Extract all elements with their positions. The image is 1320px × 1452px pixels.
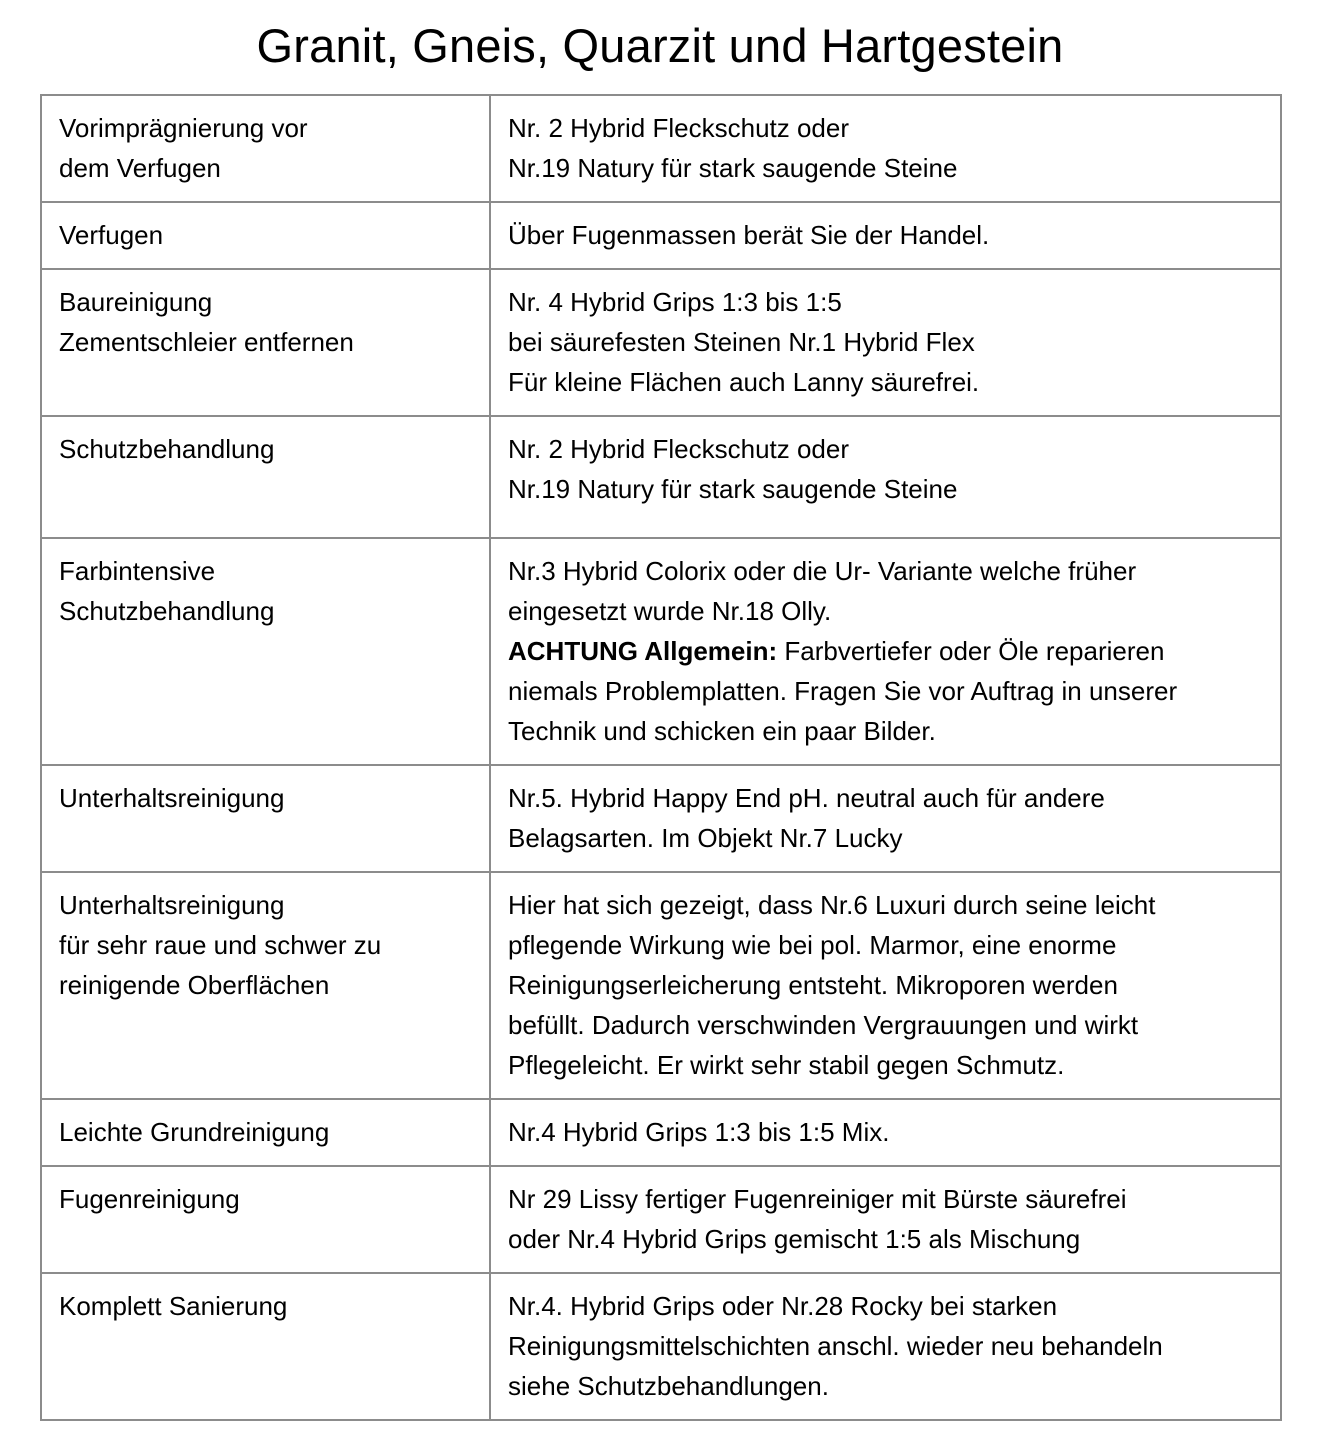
care-table	[40, 94, 1282, 1421]
row-label-line: dem Verfugen	[59, 153, 221, 183]
row-label-line: Unterhaltsreinigung	[59, 783, 285, 813]
row-value-cell	[490, 1099, 1281, 1166]
row-value-line: Nr 29 Lissy fertiger Fugenreiniger mit Bürste säurefrei	[508, 1184, 1127, 1214]
row-value-cell	[490, 1273, 1281, 1420]
table-row	[41, 269, 1281, 416]
row-label-cell	[41, 872, 490, 1099]
table-row	[41, 1273, 1281, 1420]
table-row	[41, 1166, 1281, 1273]
row-label-line: Unterhaltsreinigung	[59, 890, 285, 920]
row-value-line: Nr. 2 Hybrid Fleckschutz oder	[508, 113, 850, 143]
warning-label: ACHTUNG Allgemein:	[508, 636, 778, 666]
row-label-cell	[41, 202, 490, 269]
row-value-line: Nr.4. Hybrid Grips oder Nr.28 Rocky bei starken	[508, 1291, 1058, 1321]
row-value-line: Über Fugenmassen berät Sie der Handel.	[508, 220, 990, 250]
row-value-line: Technik und schicken ein paar Bilder.	[508, 716, 936, 746]
row-value-cell	[490, 269, 1281, 416]
table-row	[41, 765, 1281, 872]
row-value-line: Belagsarten. Im Objekt Nr.7 Lucky	[508, 823, 903, 853]
row-label-line: Vorimprägnierung vor	[59, 113, 308, 143]
row-label-line: Schutzbehandlung	[59, 434, 275, 464]
row-value-line: Nr.19 Natury für stark saugende Steine	[508, 474, 958, 504]
row-value-cell	[490, 95, 1281, 202]
warning-text: Farbvertiefer oder Öle reparieren	[777, 636, 1165, 666]
row-value-line: Reinigungserleicherung entsteht. Mikroporen werden	[508, 970, 1118, 1000]
care-table-container	[40, 94, 1282, 1421]
row-label-line: Fugenreinigung	[59, 1184, 240, 1214]
row-value-line: Hier hat sich gezeigt, dass Nr.6 Luxuri durch seine leicht	[508, 890, 1156, 920]
row-label-line: für sehr raue und schwer zu	[59, 930, 382, 960]
row-value-line: bei säurefesten Steinen Nr.1 Hybrid Flex	[508, 327, 975, 357]
row-label-cell	[41, 538, 490, 765]
row-value-line: Nr.3 Hybrid Colorix oder die Ur- Variante welche früher	[508, 556, 1137, 586]
row-value-line: eingesetzt wurde Nr.18 Olly.	[508, 596, 832, 626]
row-label-cell	[41, 269, 490, 416]
row-label-line: Leichte Grundreinigung	[59, 1117, 330, 1147]
warning-note-line	[508, 631, 1264, 671]
row-label-cell	[41, 765, 490, 872]
row-label-line: Verfugen	[59, 220, 164, 250]
row-value-line: Nr.4 Hybrid Grips 1:3 bis 1:5 Mix.	[508, 1117, 890, 1147]
row-value-line: siehe Schutzbehandlungen.	[508, 1371, 829, 1401]
table-row	[41, 538, 1281, 765]
row-value-line: pflegende Wirkung wie bei pol. Marmor, eine enorme	[508, 930, 1117, 960]
row-value-line: niemals Problemplatten. Fragen Sie vor Auftrag in unserer	[508, 676, 1178, 706]
table-row	[41, 872, 1281, 1099]
row-label-line: Zementschleier entfernen	[59, 327, 354, 357]
row-label-line: Komplett Sanierung	[59, 1291, 288, 1321]
row-value-line: Nr. 2 Hybrid Fleckschutz oder	[508, 434, 850, 464]
page-title: Granit, Gneis, Quarzit und Hartgestein	[256, 19, 1064, 72]
row-label-cell	[41, 1273, 490, 1420]
table-row	[41, 202, 1281, 269]
row-label-cell	[41, 95, 490, 202]
row-value-cell	[490, 416, 1281, 538]
row-label-cell	[41, 416, 490, 538]
row-value-cell	[490, 872, 1281, 1099]
table-row	[41, 95, 1281, 202]
row-label-line: Farbintensive	[59, 556, 216, 586]
row-value-line: Reinigungsmittelschichten anschl. wieder neu behandeln	[508, 1331, 1163, 1361]
row-value-line: oder Nr.4 Hybrid Grips gemischt 1:5 als Mischung	[508, 1224, 1081, 1254]
row-label-line: Schutzbehandlung	[59, 596, 275, 626]
row-label-cell	[41, 1166, 490, 1273]
row-label-line: reinigende Oberflächen	[59, 970, 330, 1000]
row-label-cell	[41, 1099, 490, 1166]
row-value-line: Nr. 4 Hybrid Grips 1:3 bis 1:5	[508, 287, 842, 317]
row-label-line: Baureinigung	[59, 287, 213, 317]
row-value-line: befüllt. Dadurch verschwinden Vergrauungen und wirkt	[508, 1010, 1139, 1040]
row-value-line: Pflegeleicht. Er wirkt sehr stabil gegen Schmutz.	[508, 1050, 1065, 1080]
row-value-cell	[490, 538, 1281, 765]
row-value-cell	[490, 202, 1281, 269]
row-value-line: Nr.5. Hybrid Happy End pH. neutral auch für andere	[508, 783, 1105, 813]
table-row	[41, 1099, 1281, 1166]
row-value-line: Für kleine Flächen auch Lanny säurefrei.	[508, 367, 980, 397]
row-value-cell	[490, 765, 1281, 872]
row-value-line: Nr.19 Natury für stark saugende Steine	[508, 153, 958, 183]
row-value-cell	[490, 1166, 1281, 1273]
table-row	[41, 416, 1281, 538]
